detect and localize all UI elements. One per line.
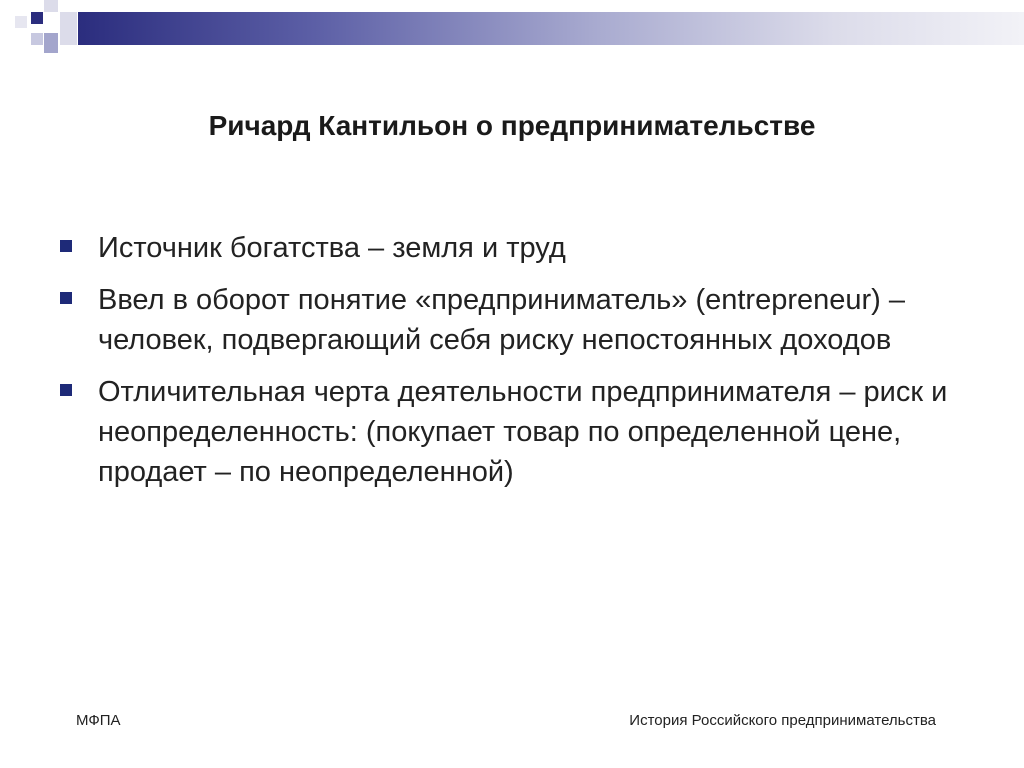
header-gradient-band <box>78 12 1024 45</box>
slide-title: Ричард Кантильон о предпринимательстве <box>208 110 816 141</box>
header-decor-square <box>44 33 58 53</box>
square-bullet-icon <box>60 384 72 396</box>
bullet-item <box>60 280 960 360</box>
square-bullet-icon <box>60 292 72 304</box>
header-decor-square <box>60 12 77 45</box>
footer-right-text: История Российского предпринимательства <box>629 712 936 729</box>
header-decor-square <box>31 12 43 24</box>
bullet-item <box>60 228 960 268</box>
header-decor-square <box>31 33 43 45</box>
header-decor-square <box>15 16 27 28</box>
bullet-text: Ввел в оборот понятие «предприниматель» (entrepreneur) – человек, подвергающий себя риску непостоянных доходов <box>98 284 906 356</box>
bullet-text: Источник богатства – земля и труд <box>98 232 566 264</box>
bullet-list <box>60 228 960 504</box>
bullet-item <box>60 372 960 492</box>
bullet-text: Отличительная черта деятельности предпринимателя – риск и неопределенность: (покупает товар по определенной цене, продает – по неопределенной) <box>98 376 948 488</box>
square-bullet-icon <box>60 240 72 252</box>
footer-left-text: МФПА <box>76 712 121 729</box>
header-decor-square <box>44 0 58 12</box>
